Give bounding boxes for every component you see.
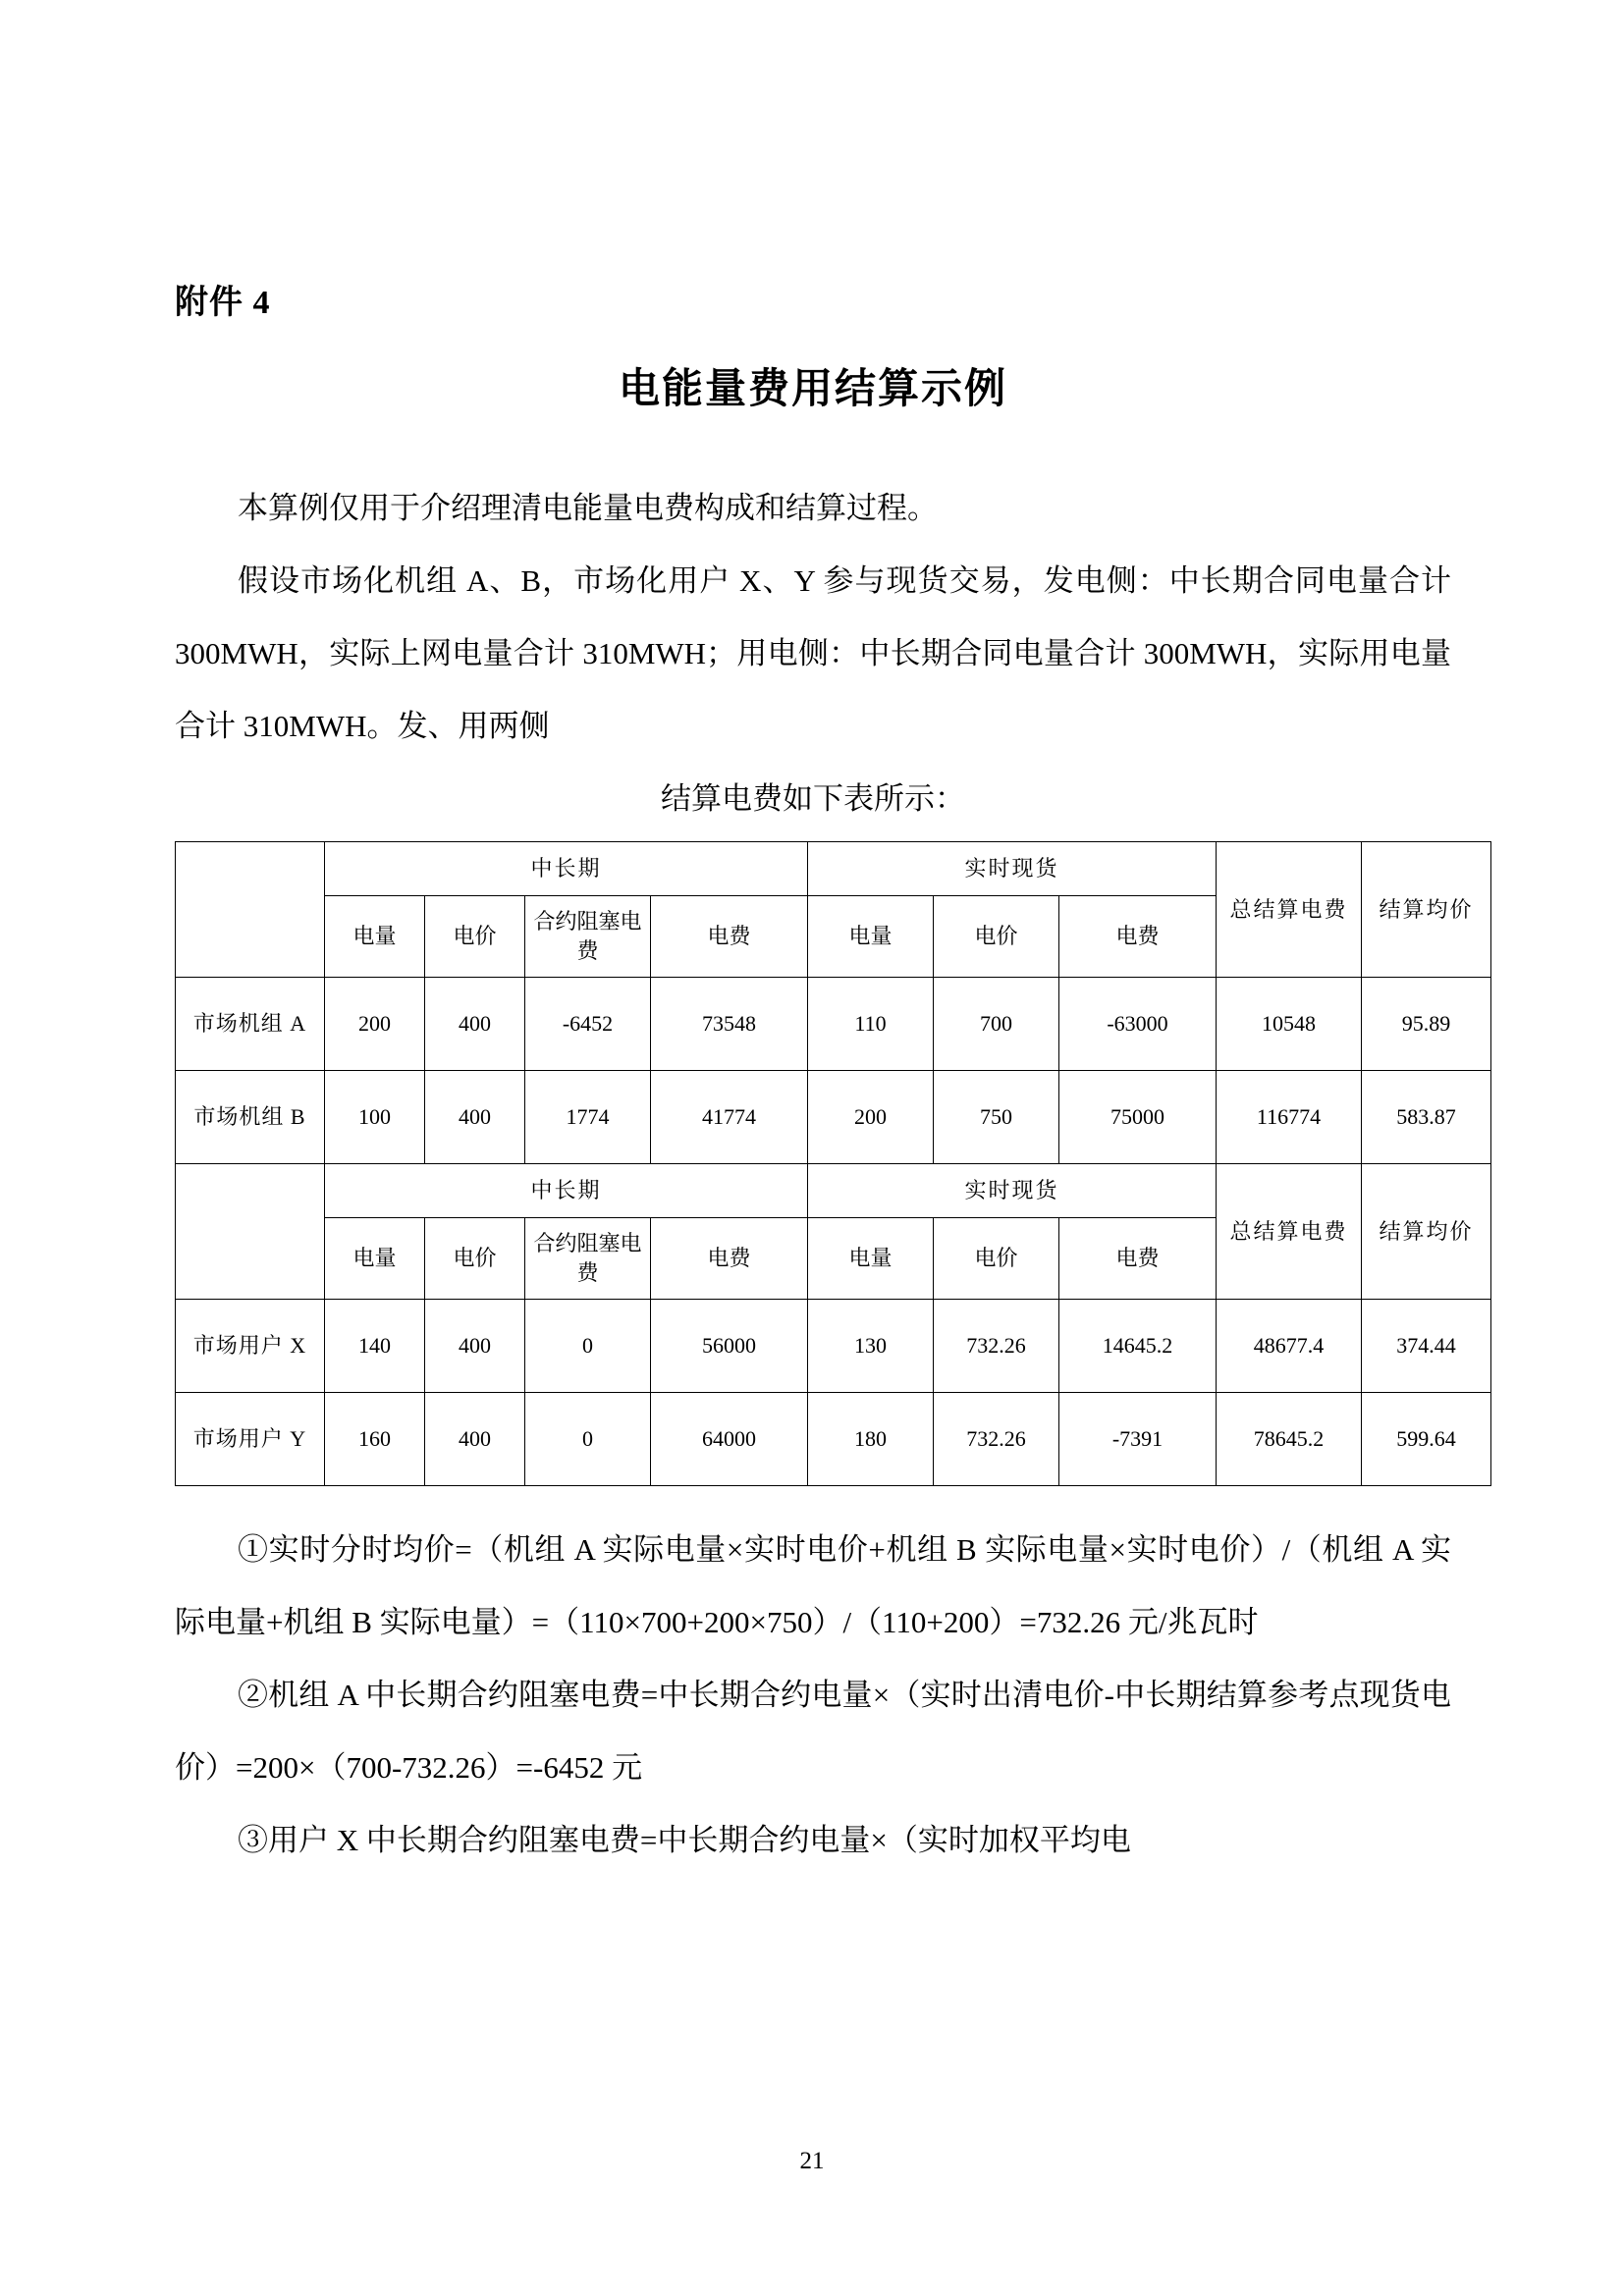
row-label: 市场机组 A	[176, 978, 325, 1071]
cell-ml-price: 400	[425, 1393, 525, 1486]
sub-header-sp-price-user: 电价	[934, 1218, 1059, 1300]
cell-ml-congestion: 0	[525, 1393, 651, 1486]
cell-ml-fee: 41774	[651, 1071, 808, 1164]
row-label: 市场用户 X	[176, 1300, 325, 1393]
sub-header-ml-qty-user: 电量	[325, 1218, 425, 1300]
cell-ml-fee: 64000	[651, 1393, 808, 1486]
sub-header-ml-fee-user: 电费	[651, 1218, 808, 1300]
cell-total: 48677.4	[1217, 1300, 1362, 1393]
paragraph-assumption: 假设市场化机组 A、B，市场化用户 X、Y 参与现货交易，发电侧：中长期合同电量合计 300MWH，实际上网电量合计 310MWH；用电侧：中长期合同电量合计 300MWH，实际用电量合计 310MWH。发、用两侧	[175, 563, 1451, 743]
cell-avg: 599.64	[1362, 1393, 1491, 1486]
group-header-avg-gen: 结算均价	[1362, 842, 1491, 978]
cell-ml-qty: 200	[325, 978, 425, 1071]
sub-header-sp-fee-gen: 电费	[1059, 896, 1217, 978]
cell-ml-fee: 56000	[651, 1300, 808, 1393]
sub-header-ml-congestion-user: 合约阻塞电费	[525, 1218, 651, 1300]
table-row	[176, 1071, 1491, 1164]
settlement-table	[175, 841, 1491, 1486]
row-label: 市场用户 Y	[176, 1393, 325, 1486]
cell-sp-qty: 130	[808, 1300, 934, 1393]
table-corner-cell-gen	[176, 842, 325, 978]
table-group-header-row-gen	[176, 842, 1491, 896]
cell-sp-qty: 200	[808, 1071, 934, 1164]
sub-header-sp-fee-user: 电费	[1059, 1218, 1217, 1300]
note-item-3: ③用户 X 中长期合约阻塞电费=中长期合约电量×（实时加权平均电	[238, 1823, 1131, 1857]
document-body	[175, 0, 1474, 1877]
group-header-total-user: 总结算电费	[1217, 1164, 1362, 1300]
sub-header-sp-qty-user: 电量	[808, 1218, 934, 1300]
sub-header-ml-qty-gen: 电量	[325, 896, 425, 978]
cell-ml-congestion: 1774	[525, 1071, 651, 1164]
cell-sp-price: 732.26	[934, 1300, 1059, 1393]
sub-header-sp-qty-gen: 电量	[808, 896, 934, 978]
cell-total: 10548	[1217, 978, 1362, 1071]
row-label: 市场机组 B	[176, 1071, 325, 1164]
note-item-2: ②机组 A 中长期合约阻塞电费=中长期合约电量×（实时出清电价-中长期结算参考点现货电价）=200×（700-732.26）=-6452 元	[175, 1678, 1451, 1785]
cell-ml-price: 400	[425, 1300, 525, 1393]
cell-ml-qty: 160	[325, 1393, 425, 1486]
paragraph-intro: 本算例仅用于介绍理清电能量电费构成和结算过程。	[238, 491, 938, 525]
group-header-midlong-gen: 中长期	[325, 842, 808, 896]
group-header-spot-user: 实时现货	[808, 1164, 1217, 1218]
cell-avg: 95.89	[1362, 978, 1491, 1071]
note-item-1: ①实时分时均价=（机组 A 实际电量×实时电价+机组 B 实际电量×实时电价）/（机组 A 实际电量+机组 B 实际电量）=（110×700+200×750）/（110+200）=732.26 元/兆瓦时	[175, 1532, 1451, 1639]
cell-total: 78645.2	[1217, 1393, 1362, 1486]
table-row	[176, 1393, 1491, 1486]
sub-header-ml-congestion-gen: 合约阻塞电费	[525, 896, 651, 978]
cell-ml-fee: 73548	[651, 978, 808, 1071]
sub-header-ml-price-gen: 电价	[425, 896, 525, 978]
cell-sp-price: 750	[934, 1071, 1059, 1164]
group-header-midlong-user: 中长期	[325, 1164, 808, 1218]
cell-ml-congestion: 0	[525, 1300, 651, 1393]
sub-header-sp-price-gen: 电价	[934, 896, 1059, 978]
table-row	[176, 978, 1491, 1071]
table-group-header-row-user	[176, 1164, 1491, 1218]
cell-ml-qty: 100	[325, 1071, 425, 1164]
cell-sp-fee: 14645.2	[1059, 1300, 1217, 1393]
sub-header-ml-price-user: 电价	[425, 1218, 525, 1300]
cell-ml-qty: 140	[325, 1300, 425, 1393]
table-row	[176, 1300, 1491, 1393]
cell-avg: 583.87	[1362, 1071, 1491, 1164]
cell-sp-qty: 110	[808, 978, 934, 1071]
group-header-total-gen: 总结算电费	[1217, 842, 1362, 978]
cell-sp-qty: 180	[808, 1393, 934, 1486]
cell-total: 116774	[1217, 1071, 1362, 1164]
cell-sp-fee: -63000	[1059, 978, 1217, 1071]
cell-sp-fee: -7391	[1059, 1393, 1217, 1486]
group-header-spot-gen: 实时现货	[808, 842, 1217, 896]
cell-ml-price: 400	[425, 978, 525, 1071]
cell-sp-price: 700	[934, 978, 1059, 1071]
attachment-label: 附件 4	[175, 285, 271, 321]
paragraph-assumption-tail: 结算电费如下表所示：	[661, 781, 965, 816]
group-header-avg-user: 结算均价	[1362, 1164, 1491, 1300]
sub-header-ml-fee-gen: 电费	[651, 896, 808, 978]
page-title: 电能量费用结算示例	[618, 367, 1007, 412]
table-corner-cell-user	[176, 1164, 325, 1300]
cell-ml-congestion: -6452	[525, 978, 651, 1071]
cell-sp-price: 732.26	[934, 1393, 1059, 1486]
page-number: 21	[799, 2148, 825, 2174]
cell-sp-fee: 75000	[1059, 1071, 1217, 1164]
cell-avg: 374.44	[1362, 1300, 1491, 1393]
cell-ml-price: 400	[425, 1071, 525, 1164]
